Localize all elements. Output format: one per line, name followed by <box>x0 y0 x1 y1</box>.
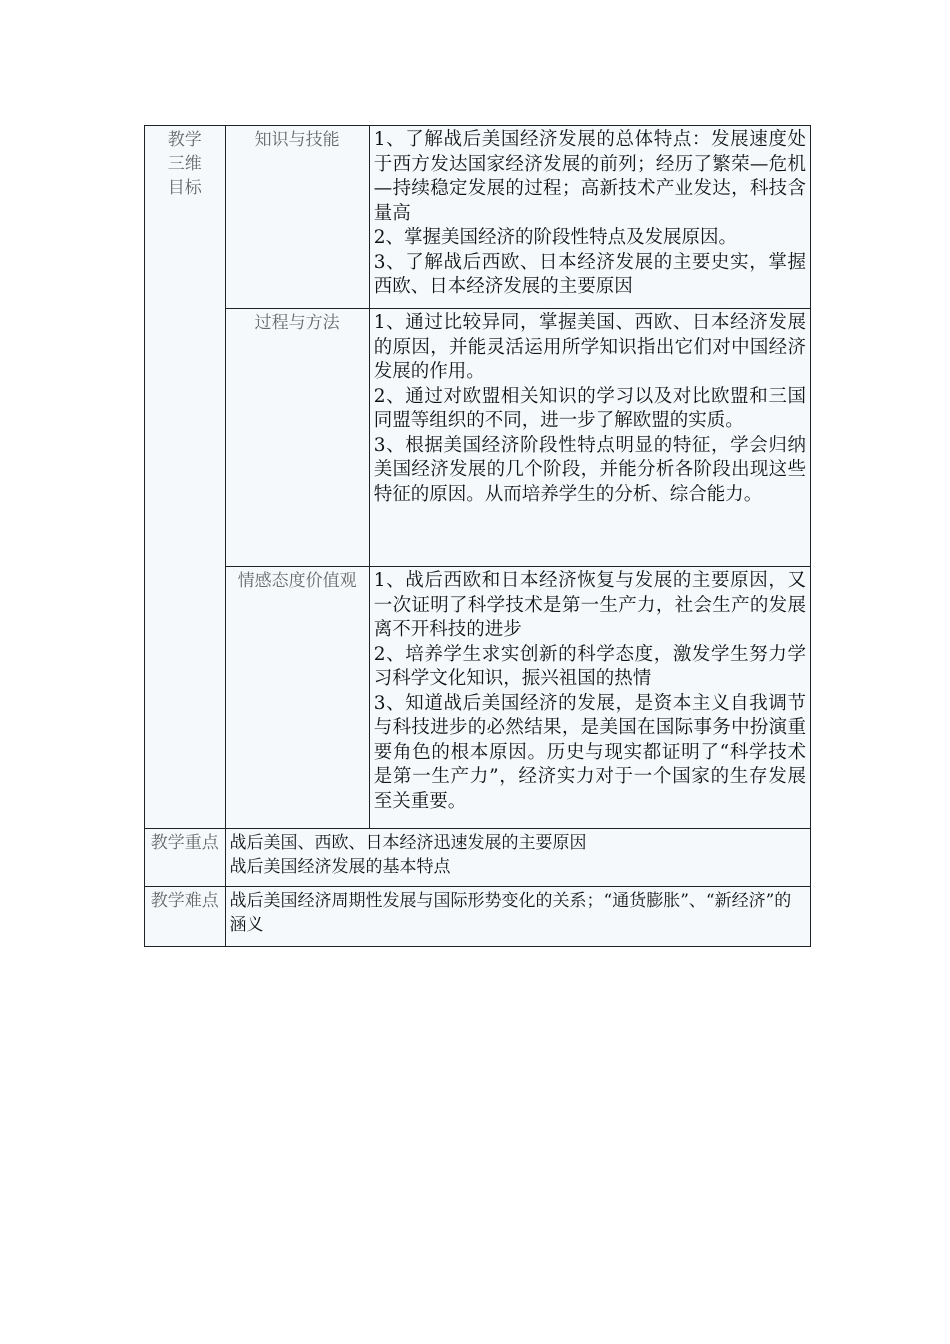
emotion-item: 1、战后西欧和日本经济恢复与发展的主要原因，又一次证明了科学技术是第一生产力，社会生产的发展离不开科技的进步 <box>373 570 806 640</box>
goals-category-line: 目标 <box>167 178 202 198</box>
process-item: 3、根据美国经济阶段性特点明显的特征，学会归纳美国经济发展的几个阶段，并能分析各阶段出现这些特征的原因。从而培养学生的分析、综合能力。 <box>373 434 806 505</box>
process-label: 过程与方法 <box>225 309 369 567</box>
key-points-label: 教学重点 <box>145 829 226 887</box>
knowledge-item: 2、掌握美国经济的阶段性特点及发展原因。 <box>373 227 738 248</box>
emotion-item: 2、培养学生求实创新的科学态度，激发学生努力学习科学文化知识，振兴祖国的热情 <box>373 643 806 689</box>
emotion-content <box>369 567 810 829</box>
knowledge-label: 知识与技能 <box>225 126 369 309</box>
emotion-row <box>145 567 811 829</box>
teaching-plan-table <box>144 125 811 947</box>
difficulty-item: 战后美国经济周期性发展与国际形势变化的关系；“通货膨胀”、“新经济”的涵义 <box>229 891 792 935</box>
process-row <box>145 309 811 567</box>
emotion-label: 情感态度价值观 <box>225 567 369 829</box>
knowledge-content <box>369 126 810 309</box>
process-content <box>369 309 810 567</box>
goals-category-line: 三维 <box>167 154 202 174</box>
difficulties-content <box>225 887 811 947</box>
knowledge-item: 1、了解战后美国经济发展的总体特点：发展速度处于西方发达国家经济发展的前列；经历了繁荣—危机—持续稳定发展的过程；高新技术产业发达，科技含量高 <box>373 129 806 224</box>
knowledge-item: 3、了解战后西欧、日本经济发展的主要史实，掌握西欧、日本经济发展的主要原因 <box>373 251 806 297</box>
goals-category-line: 教学 <box>167 130 202 150</box>
difficulties-label: 教学难点 <box>145 887 226 947</box>
three-dimensional-goals-cell <box>145 126 226 829</box>
key-point-item: 战后美国、西欧、日本经济迅速发展的主要原因 <box>229 833 587 853</box>
emotion-item: 3、知道战后美国经济的发展，是资本主义自我调节与科技进步的必然结果，是美国在国际事务中扮演重要角色的根本原因。历史与现实都证明了“科学技术是第一生产力”，经济实力对于一个国家的生存发展至关重要。 <box>373 692 806 812</box>
key-points-content <box>225 829 811 887</box>
knowledge-row <box>145 126 811 309</box>
key-point-item: 战后美国经济发展的基本特点 <box>229 857 451 877</box>
process-item: 1、通过比较异同，掌握美国、西欧、日本经济发展的原因，并能灵活运用所学知识指出它们对中国经济发展的作用。 <box>373 312 806 382</box>
difficulties-row <box>145 887 811 947</box>
process-item: 2、通过对欧盟相关知识的学习以及对比欧盟和三国同盟等组织的不同，进一步了解欧盟的实质。 <box>373 385 806 431</box>
key-points-row <box>145 829 811 887</box>
